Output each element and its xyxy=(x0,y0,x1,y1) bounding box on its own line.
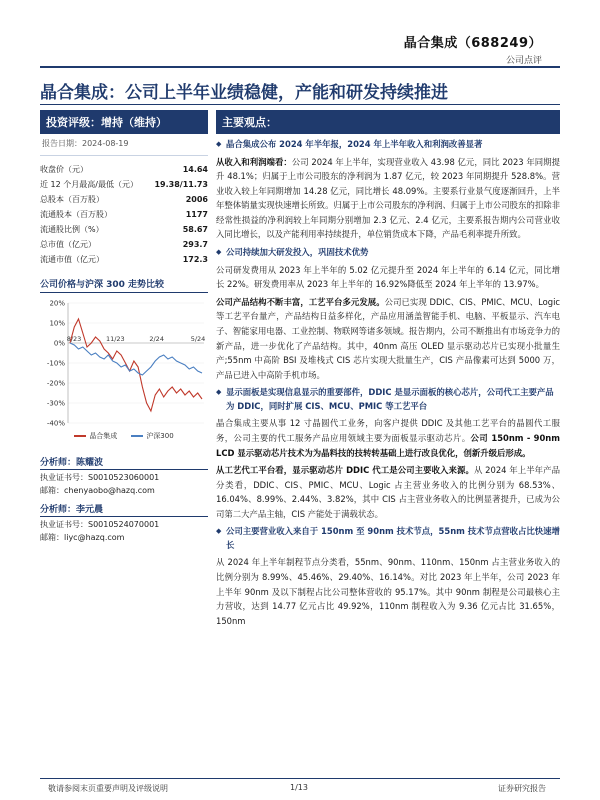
paragraph xyxy=(216,416,560,460)
header-rule xyxy=(40,66,560,68)
left-column xyxy=(40,110,208,545)
legend-item xyxy=(74,431,117,441)
paragraph-text: 从 2024 年上半年产品分类看，DDIC、CIS、PMIC、MCU、Logic 占主营业务收入的比例分别为 68.53%、16.04%、8.99%、2.44%、3.82%，其中 CIS 占主营业务收入的比例显著提升，已成为公司第二大产品主轴，CIS 产能处于满载状态。 xyxy=(216,465,560,519)
analyst-email[interactable]: 邮箱：liyc@hazq.com xyxy=(40,533,125,542)
stat-key: 流通股本（百万股） xyxy=(40,210,112,219)
main-column xyxy=(216,110,560,628)
page-number: 1/13 xyxy=(290,783,308,792)
stat-row xyxy=(40,177,208,192)
paragraph-lead: 从工艺代工平台看，显示驱动芯片 DDIC 代工是公司主要收入来源。 xyxy=(216,465,474,476)
legend-swatch xyxy=(131,435,143,437)
stat-key: 收盘价（元） xyxy=(40,165,88,174)
rating-banner: 投资评级：增持（维持） xyxy=(40,110,208,134)
y-tick-label: -20% xyxy=(46,379,65,388)
stat-value: 1177 xyxy=(185,210,208,219)
analyst-block xyxy=(40,453,208,545)
analyst-name: 分析师：李元晨 xyxy=(40,500,208,517)
footer-rule xyxy=(40,778,560,779)
bullet-heading: ◆ 公司主要营业收入来自于 150nm 至 90nm 技术节点，55nm 技术节点营收占比快速增长 xyxy=(216,525,560,552)
y-tick-label: -40% xyxy=(46,419,65,428)
stat-row xyxy=(40,222,208,237)
stat-value: 19.38/11.73 xyxy=(154,180,208,189)
paragraph xyxy=(216,463,560,521)
stat-value: 14.64 xyxy=(182,165,208,174)
stat-key: 总市值（亿元） xyxy=(40,240,96,249)
x-tick-label: 2/24 xyxy=(149,335,164,343)
bullet-heading: ◆ 晶合集成公布 2024 年半年报，2024 年上半年收入和利润改善显著 xyxy=(216,138,560,152)
stat-row xyxy=(40,237,208,252)
analyst-email[interactable]: 邮箱：chenyaobo@hazq.com xyxy=(40,486,155,495)
price-chart-svg xyxy=(40,297,208,429)
footer-label: 证券研究报告 xyxy=(498,784,546,793)
stat-value: 2006 xyxy=(185,195,208,204)
paragraph: 公司研发费用从 2023 年上半年的 5.02 亿元提升至 2024 年上半年的 6.14 亿元，同比增长 22%。研发费用率从 2023 年上半年的 16.92%降低至 2024 年上半年的 13.97%。 xyxy=(216,264,560,290)
analyst-cert: 执业证书号：S0010524070001 xyxy=(40,520,160,529)
paragraph-lead: 从收入和利润端看： xyxy=(216,156,292,167)
chart-section-title: 公司价格与沪深 300 走势比较 xyxy=(40,277,208,293)
main-heading: 主要观点： xyxy=(216,110,560,134)
footer-disclaimer: 敬请参阅末页重要声明及评级说明 xyxy=(48,784,168,793)
report-date: 报告日期：2024-08-19 xyxy=(40,134,208,156)
y-tick-label: 10% xyxy=(49,319,65,328)
paragraph xyxy=(216,155,560,243)
stat-row xyxy=(40,207,208,222)
y-tick-label: 20% xyxy=(49,299,65,308)
title-rule xyxy=(40,104,560,105)
stat-row xyxy=(40,162,208,177)
paragraph-text: 公司 2024 年上半年，实现营业收入 43.98 亿元，同比 2023 年同期提升 48.1%；归属于上市公司股东的净利润为 1.87 亿元，较 2023 年同期提升 528.8%。营业收入较上年同期增加 14.28 亿元，同比增长 48.09%。主要系行业景气度逐渐回升，上半年整体销量实现快速增长所致。归属于上市公司股东的净利润、归属于上市公司股东的扣除非经常性损益的净利润较上年同期分别增加 2.3 亿元、2.4 亿元，主要系报告期内公司营业收入同比增长，以及产能利用率持续提升，单位销货成本下降，产品毛利率提升所致。 xyxy=(216,156,561,240)
bullet-heading: ◆ 显示面板是实现信息显示的重要部件，DDIC 是显示面板的核心芯片，公司代工主要产品为 DDIC，同时扩展 CIS、MCU、PMIC 等工艺平台 xyxy=(216,386,560,413)
chart-legend xyxy=(40,431,208,441)
legend-label: 沪深300 xyxy=(146,432,174,440)
stock-stats xyxy=(40,162,208,267)
stat-value: 58.67 xyxy=(182,225,208,234)
stat-value: 293.7 xyxy=(182,240,208,249)
series-line xyxy=(70,319,202,411)
stat-row xyxy=(40,192,208,207)
legend-label: 晶合集成 xyxy=(89,432,118,440)
stat-value: 172.3 xyxy=(182,255,208,264)
report-type: 公司点评 xyxy=(505,56,542,66)
stat-key: 总股本（百万股） xyxy=(40,195,104,204)
stat-key: 近 12 个月最高/最低（元） xyxy=(40,180,138,189)
paragraph-lead: 公司产品结构不断丰富，工艺平台多元发展。 xyxy=(216,296,385,307)
paragraph-bold: 公司 150nm - 90nm LCD 显示驱动芯片技术为为晶料技的技转转基础上进行改良优化，创新升级后形成。 xyxy=(216,432,560,458)
legend-swatch xyxy=(74,435,86,437)
analyst-cert: 执业证书号：S0010523060001 xyxy=(40,473,160,482)
price-chart xyxy=(40,297,208,429)
paragraph xyxy=(216,295,560,383)
paragraph-text: 公司已实现 DDIC、CIS、PMIC、MCU、Logic 等工艺平台量产，产品结构日益多样化，产品应用涵盖智能手机、电脑、平板显示、汽车电子、智能家用电器、工业控制、物联网等诸多领域。报告期内，公司不断推出有市场竞争力的新产品，进一步优化了产品结构。其中，40nm 高压 OLED 显示驱动芯片已实现小批量生产;55nm 中高阶 BSI 及堆栈式 CIS 芯片实现大批量生产，CIS 产品像素可达到 5000 万，产品已进入中高阶手机市场。 xyxy=(216,296,561,380)
bullet-heading: ◆ 公司持续加大研发投入，巩固技术优势 xyxy=(216,246,560,260)
x-tick-label: 5/24 xyxy=(190,335,206,343)
y-tick-label: -30% xyxy=(46,399,65,408)
series-line xyxy=(70,343,202,375)
y-tick-label: 0% xyxy=(53,339,65,348)
stat-key: 流通市值（亿元） xyxy=(40,255,104,264)
paragraph: 从 2024 年上半年制程节点分类看，55nm、90nm、110nm、150nm 占主营业务收入的比例分别为 8.99%、45.46%、29.40%、16.14%。对比 2023 年上半年，公司 2023 年上半年 90nm 及以下制程占比公司整体营收的 95.17%。其中 90nm 制程是公司最核心主力营收，达到 14.77 亿元占比 49.92%，110nm 制程收入为 9.36 亿元占比 31.65%，150nm xyxy=(216,557,560,626)
report-title: 晶合集成：公司上半年业绩稳健，产能和研发持续推进 xyxy=(40,83,448,103)
paragraph-text: 晶合集成主要从事 12 寸晶圆代工业务，向客户提供 DDIC 及其他工艺平台的晶圆代工服务，公司主要的代工服务产品应用领域主要为面板显示驱动芯片。 xyxy=(216,418,560,443)
stat-row xyxy=(40,252,208,267)
analyst-name: 分析师：陈耀波 xyxy=(40,453,208,470)
legend-item xyxy=(131,431,173,441)
stat-key: 流通股比例（%） xyxy=(40,225,104,234)
company-code: 晶合集成（688249） xyxy=(403,36,542,51)
y-tick-label: -10% xyxy=(46,359,65,368)
x-tick-label: 8/23 xyxy=(66,335,82,343)
x-tick-label: 11/23 xyxy=(105,335,125,343)
